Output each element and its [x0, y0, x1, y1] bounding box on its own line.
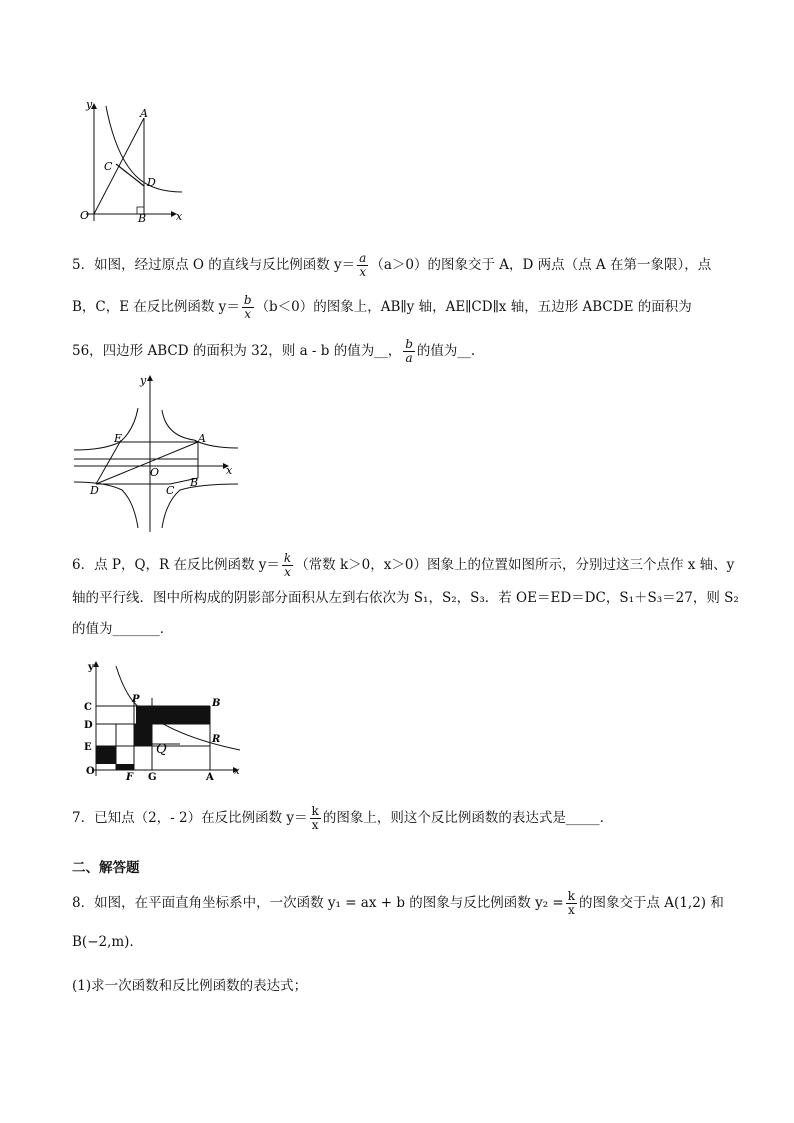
label-D: D: [84, 720, 93, 731]
label-D: D: [147, 176, 156, 189]
q8-line3: (1)求一次函数和反比例函数的表达式；: [72, 978, 308, 994]
q8-line1: 8．如图，在平面直角坐标系中，一次函数 y₁ = ax + b 的图象与反比例函数 y₂ = $\frac{k}{x}$ 的图象交于点 A(1,2) 和: [72, 889, 724, 917]
figure-q4: [72, 96, 192, 226]
label-A: A: [140, 107, 148, 120]
label-F: F: [126, 772, 134, 783]
label-Q: Q: [156, 742, 167, 757]
segment-CD: [116, 164, 144, 186]
label-R: R: [212, 734, 221, 745]
label-B: B: [212, 698, 221, 709]
label-D: D: [90, 484, 99, 497]
q8-line2: B(−2,m)．: [72, 934, 143, 950]
q7-line1: 7．已知点（2，- 2）在反比例函数 y＝ $\frac{k}{x}$ 的图象上，则这个反比例函数的表达式是_____．: [72, 804, 614, 832]
q5-line2: B，C，E 在反比例函数 y＝ $\frac{b}{x}$ （b＜0）的图象上，AB∥y 轴，AE∥CD∥x 轴，五边形 ABCDE 的面积为: [72, 293, 692, 321]
label-P: P: [132, 694, 140, 705]
shade-s1-a: [96, 746, 116, 764]
label-G: G: [148, 772, 157, 783]
label-O: O: [86, 766, 95, 777]
label-y: y: [88, 662, 94, 673]
label-A: A: [198, 432, 206, 445]
label-E: E: [114, 432, 123, 445]
label-x: x: [176, 210, 183, 223]
figure-q6: [80, 658, 250, 783]
fraction-k-over-x: $\frac{k}{x}$: [283, 551, 292, 579]
fraction-b-over-a: $\frac{b}{a}$: [405, 337, 413, 365]
shade-s3: [152, 706, 210, 724]
fraction-k-over-x: $\frac{k}{x}$: [311, 804, 319, 832]
q5-line3: 56，四边形 ABCD 的面积为 32，则 a - b 的值为__， $\frac{b}{a}$ 的值为__.: [72, 337, 476, 365]
figure-q5: [70, 370, 245, 535]
label-A: A: [206, 772, 214, 783]
label-x: x: [234, 766, 240, 777]
fraction-b-over-x: $\frac{b}{x}$: [243, 293, 252, 321]
fraction-a-over-x: $\frac{a}{x}$: [359, 251, 367, 279]
label-y: y: [86, 98, 93, 111]
label-O: O: [80, 209, 90, 222]
shade-s2: [134, 724, 152, 746]
line-DA: [96, 442, 198, 484]
q6-line2: 轴的平行线．图中所构成的阴影部分面积从左到右依次为 S₁，S₂，S₃．若 OE＝ED＝DC，S₁＋S₃＝27，则 S₂: [72, 590, 739, 606]
label-x: x: [226, 464, 233, 477]
hyperbola-q3: [74, 482, 138, 528]
q5-line1: 5．如图，经过原点 O 的直线与反比例函数 y＝ $\frac{a}{x}$ （a＞0）的图象交于 A，D 两点（点 A 在第一象限），点: [72, 251, 712, 279]
label-O: O: [150, 466, 160, 479]
q6-line3: 的值为_______．: [72, 621, 174, 637]
shade-s1-b: [116, 764, 134, 770]
label-C: C: [84, 702, 92, 713]
hyperbola-q2: [74, 408, 138, 450]
section-heading: 二、解答题: [72, 860, 140, 876]
label-B: B: [138, 212, 147, 225]
label-B: B: [190, 476, 199, 489]
q6-line1: 6．点 P，Q，R 在反比例函数 y＝ $\frac{k}{x}$ （常数 k＞0，x＞0）图象上的位置如图所示，分别过这三个点作 x 轴、y: [72, 551, 735, 579]
fraction-k-over-x: $\frac{k}{x}$: [567, 889, 576, 917]
label-C: C: [104, 160, 113, 173]
label-y: y: [140, 374, 147, 387]
label-E: E: [84, 742, 92, 753]
label-C: C: [166, 484, 175, 497]
